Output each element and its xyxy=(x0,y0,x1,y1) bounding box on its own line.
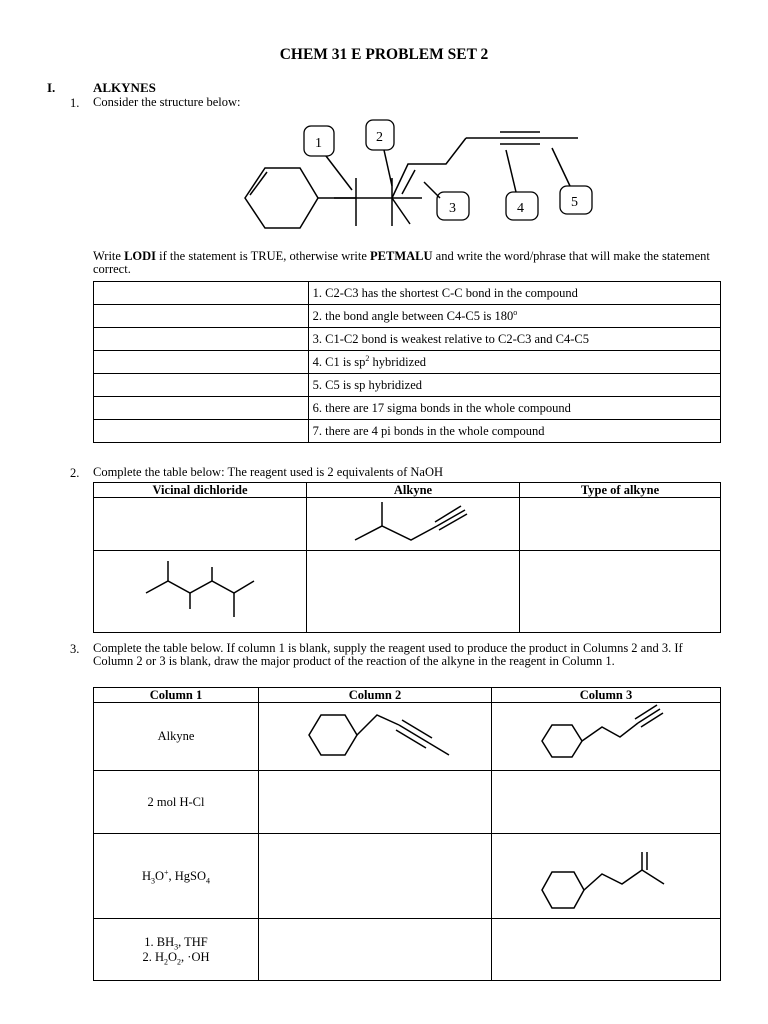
structure-cell xyxy=(94,551,307,633)
answer-cell[interactable] xyxy=(259,834,492,919)
instruction-petmalu: PETMALU xyxy=(370,249,433,263)
ring-double-bond xyxy=(250,172,267,195)
c2-methyl xyxy=(392,198,410,224)
header-column-1: Column 1 xyxy=(94,688,259,703)
answer-cell[interactable] xyxy=(307,551,520,633)
callout-pointer-1 xyxy=(326,156,352,190)
table-header-row xyxy=(94,688,721,703)
reaction-table xyxy=(93,687,721,981)
q2-number: 2. xyxy=(70,466,80,480)
answer-cell[interactable] xyxy=(94,282,309,305)
callout-label-5: 5 xyxy=(571,195,578,210)
callout-pointer-5 xyxy=(552,148,570,186)
section-number: I. xyxy=(47,80,56,95)
answer-cell[interactable] xyxy=(492,771,721,834)
answer-cell[interactable] xyxy=(492,919,721,981)
statement-cell: 1. C2-C3 has the shortest C-C bond in the compound xyxy=(308,282,720,305)
instruction-lodi: LODI xyxy=(124,249,157,263)
page-title: CHEM 31 E PROBLEM SET 2 xyxy=(279,46,489,63)
table-row xyxy=(94,351,721,374)
ketone-structure xyxy=(492,834,720,914)
q3-number: 3. xyxy=(70,642,80,656)
q2-text: Complete the table below: The reagent used is 2 equivalents of NaOH xyxy=(93,465,444,479)
callout-pointer-3 xyxy=(424,182,440,198)
dichloride-table xyxy=(93,482,721,633)
callout-label-4: 4 xyxy=(517,201,524,216)
table-row xyxy=(94,420,721,443)
answer-cell[interactable] xyxy=(94,305,309,328)
header-vicinal-dichloride: Vicinal dichloride xyxy=(94,483,307,498)
structure-cell xyxy=(259,703,492,771)
answer-cell[interactable] xyxy=(94,351,309,374)
callout-label-1: 1 xyxy=(315,136,322,151)
alkene-chain xyxy=(392,138,466,198)
answer-cell[interactable] xyxy=(259,919,492,981)
table-row xyxy=(94,703,721,771)
instruction-pre: Write xyxy=(93,249,125,263)
alkyne-structure-1 xyxy=(307,498,519,546)
table-row xyxy=(94,305,721,328)
callout-label-3: 3 xyxy=(449,201,456,216)
reagent-cell: 2 mol H-Cl xyxy=(94,771,259,834)
callout-label-2: 2 xyxy=(376,130,383,145)
table-row xyxy=(94,282,721,305)
header-alkyne: Alkyne xyxy=(307,483,520,498)
table-row xyxy=(94,771,721,834)
header-type-of-alkyne: Type of alkyne xyxy=(520,483,721,498)
q1-structure-diagram xyxy=(230,118,610,243)
alkyne-structure-2 xyxy=(259,703,491,766)
statement-cell: 3. C1-C2 bond is weakest relative to C2-C3 and C4-C5 xyxy=(308,328,720,351)
alkyne-structure-3 xyxy=(492,703,720,766)
structure-cell xyxy=(492,703,721,771)
callout-pointer-4 xyxy=(506,150,516,192)
structure-cell xyxy=(307,498,520,551)
answer-cell[interactable] xyxy=(94,498,307,551)
table-row xyxy=(94,397,721,420)
statement-cell: 5. C5 is sp hybridized xyxy=(308,374,720,397)
header-column-2: Column 2 xyxy=(259,688,492,703)
answer-cell[interactable] xyxy=(94,420,309,443)
statement-cell: 2. the bond angle between C4-C5 is 180$^o$ xyxy=(308,305,720,328)
answer-cell[interactable] xyxy=(520,498,721,551)
callout-pointer-2 xyxy=(384,150,392,186)
table-row xyxy=(94,834,721,919)
reagent-line-2: 2. $H_2O_2$, ·OH xyxy=(142,949,210,966)
table-header-row xyxy=(94,483,721,498)
header-column-3: Column 3 xyxy=(492,688,721,703)
reagent-cell xyxy=(94,919,259,981)
statement-cell: 6. there are 17 sigma bonds in the whole compound xyxy=(308,397,720,420)
instruction-post: and write the word/phrase that will make the statement correct. xyxy=(93,249,710,276)
answer-cell[interactable] xyxy=(94,328,309,351)
table-row xyxy=(94,919,721,981)
reagent-cell: Alkyne xyxy=(94,703,259,771)
answer-cell[interactable] xyxy=(94,397,309,420)
true-false-table xyxy=(93,281,721,443)
dichloride-structure xyxy=(94,551,306,628)
q1-number: 1. xyxy=(70,96,80,110)
statement-cell: 7. there are 4 pi bonds in the whole compound xyxy=(308,420,720,443)
answer-cell[interactable] xyxy=(520,551,721,633)
structure-cell xyxy=(492,834,721,919)
answer-cell[interactable] xyxy=(259,771,492,834)
table-row xyxy=(94,498,721,551)
table-row xyxy=(94,551,721,633)
q1-text: Consider the structure below: xyxy=(93,95,241,109)
table-row xyxy=(94,374,721,397)
instruction-mid: if the statement is TRUE, otherwise write xyxy=(156,249,371,263)
cyclohexene-ring xyxy=(245,168,318,228)
statement-cell: 4. C1 is $sp^2$ hybridized xyxy=(308,351,720,374)
section-title: ALKYNES xyxy=(93,80,156,95)
reagent-cell: $H_3O^+$, HgSO$_4$ xyxy=(94,834,259,919)
q1-instruction xyxy=(93,250,718,276)
q3-text: Complete the table below. If column 1 is blank, supply the reagent used to produce the product in Columns 2 and 3. If Column 2 or 3 is blank, draw the major product of the reaction of the alkyne in the reagent in Column 1. xyxy=(93,641,683,668)
reagent-line-1: 1. $BH_3$, THF xyxy=(144,934,208,951)
answer-cell[interactable] xyxy=(94,374,309,397)
table-row xyxy=(94,328,721,351)
